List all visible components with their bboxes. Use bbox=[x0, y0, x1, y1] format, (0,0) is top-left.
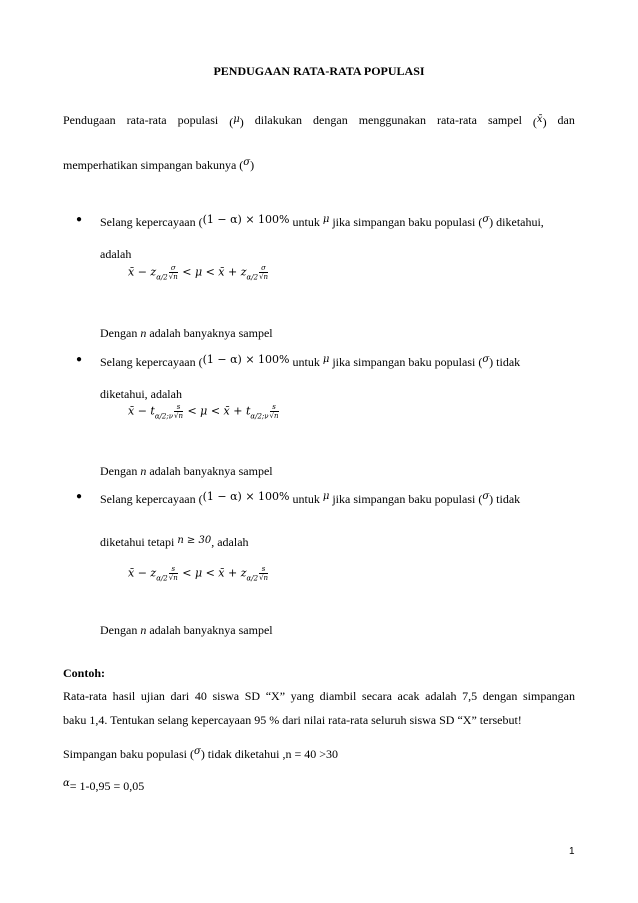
formula-subscript: α/2;ν bbox=[250, 412, 269, 421]
example-line-3-pre: Simpangan baku populasi ( bbox=[63, 747, 194, 761]
bullet-1-line-1 bbox=[100, 213, 576, 229]
note-var: n bbox=[140, 623, 147, 637]
intro-word: rata-rata bbox=[126, 113, 167, 127]
bullet-dot: ● bbox=[76, 354, 83, 365]
bullet-2-prefix: Selang kepercayaan ( bbox=[100, 355, 203, 369]
sigma-symbol: σ bbox=[482, 214, 490, 225]
formula-fraction bbox=[169, 264, 178, 281]
formula-left: x̄ − z bbox=[128, 566, 157, 580]
bullet-2-text: jika simpangan baku populasi ( bbox=[332, 355, 483, 369]
fraction-denominator: √n bbox=[269, 412, 279, 420]
paren-open: ( bbox=[229, 115, 234, 129]
mu-symbol: μ bbox=[233, 114, 240, 125]
page-title: PENDUGAAN RATA-RATA POPULASI bbox=[213, 64, 425, 78]
bullet-3-untuk: untuk bbox=[292, 492, 320, 506]
bullet-1-untuk: untuk bbox=[292, 215, 320, 229]
bullet-3-text: jika simpangan baku populasi ( bbox=[332, 492, 483, 506]
formula-subscript: α/2 bbox=[156, 273, 168, 282]
formula-left: x̄ − t bbox=[128, 404, 155, 418]
bullet-3-expr: (1 − α) × 100% bbox=[202, 490, 290, 503]
bullet-2-end: ) tidak bbox=[489, 355, 521, 369]
bullet-3-formula bbox=[128, 565, 269, 583]
fraction-numerator: s bbox=[169, 565, 178, 574]
intro-word: sampel bbox=[487, 113, 522, 127]
intro-symbol-group bbox=[229, 113, 244, 129]
bullet-3-line-1 bbox=[100, 490, 576, 506]
bullet-1-end: ) diketahui, bbox=[489, 215, 544, 229]
formula-subscript: α/2 bbox=[156, 574, 168, 583]
paren-open: ( bbox=[532, 115, 537, 129]
intro-line-2-text: memperhatikan simpangan bakunya ( bbox=[63, 158, 244, 172]
formula-middle: < μ < x̄ + z bbox=[178, 265, 247, 279]
intro-word: dengan bbox=[313, 113, 348, 127]
mu-symbol: μ bbox=[322, 214, 330, 225]
fraction-denominator: √n bbox=[168, 574, 178, 582]
alpha-symbol: α bbox=[63, 778, 70, 789]
example-line-2: baku 1,4. Tentukan selang kepercayaan 95 % dari nilai rata-rata seluruh siswa SD “X” tersebut! bbox=[63, 713, 522, 727]
formula-middle: < μ < x̄ + t bbox=[183, 404, 251, 418]
bullet-3-end: ) tidak bbox=[489, 492, 521, 506]
intro-line-2 bbox=[63, 156, 254, 172]
example-heading-text: Contoh: bbox=[63, 666, 106, 680]
mu-symbol: μ bbox=[322, 354, 330, 365]
bullet-2-untuk: untuk bbox=[292, 355, 320, 369]
formula-left: x̄ − z bbox=[128, 265, 157, 279]
example-line-4-post: = 1-0,95 = 0,05 bbox=[69, 779, 145, 793]
bullet-3-line-2 bbox=[100, 534, 249, 549]
intro-word: dilakukan bbox=[254, 113, 303, 127]
example-heading bbox=[63, 666, 105, 680]
bullet-dot: ● bbox=[76, 491, 83, 502]
note-post: adalah banyaknya sampel bbox=[146, 326, 273, 340]
sigma-symbol: σ bbox=[482, 354, 490, 365]
example-line-1: Rata-rata hasil ujian dari 40 siswa SD “X” yang diambil secara acak adalah 7,5 dengan simpangan bbox=[63, 689, 575, 703]
line2-post: , adalah bbox=[211, 535, 249, 549]
fraction-numerator: s bbox=[259, 565, 268, 574]
bullet-3-prefix: Selang kepercayaan ( bbox=[100, 492, 203, 506]
example-line-4 bbox=[63, 777, 144, 793]
intro-line-1 bbox=[63, 113, 575, 129]
fraction-denominator: √n bbox=[259, 273, 269, 281]
bullet-2-line-1 bbox=[100, 353, 576, 369]
bullet-1-expr: (1 − α) × 100% bbox=[202, 213, 290, 226]
note-pre: Dengan bbox=[100, 464, 141, 478]
sigma-symbol: σ bbox=[243, 157, 251, 168]
bullet-1-line-2: adalah bbox=[100, 247, 132, 261]
note-var: n bbox=[140, 464, 147, 478]
bullet-2-line-2: diketahui, adalah bbox=[100, 387, 182, 401]
formula-middle: < μ < x̄ + z bbox=[178, 566, 247, 580]
fraction-numerator: σ bbox=[259, 264, 268, 273]
formula-fraction bbox=[169, 565, 178, 582]
fraction-denominator: √n bbox=[174, 412, 183, 420]
sigma-symbol: σ bbox=[482, 491, 490, 502]
n-condition: n ≥ 30 bbox=[177, 535, 212, 546]
note-post: adalah banyaknya sampel bbox=[146, 464, 273, 478]
formula-fraction bbox=[270, 403, 279, 420]
bullet-2-note bbox=[100, 464, 273, 478]
bullet-2-expr: (1 − α) × 100% bbox=[202, 353, 290, 366]
formula-fraction bbox=[174, 403, 183, 420]
page-number: 1 bbox=[569, 846, 575, 857]
formula-subscript: α/2;ν bbox=[154, 412, 173, 421]
intro-symbol-group bbox=[533, 113, 547, 129]
paren-close: ) bbox=[542, 115, 547, 129]
bullet-dot: ● bbox=[76, 214, 83, 225]
note-pre: Dengan bbox=[100, 623, 141, 637]
note-var: n bbox=[140, 326, 147, 340]
note-pre: Dengan bbox=[100, 326, 141, 340]
example-line-3-post: ) tidak diketahui ,n = 40 >30 bbox=[200, 747, 338, 761]
note-post: adalah banyaknya sampel bbox=[146, 623, 273, 637]
mu-symbol: μ bbox=[322, 491, 330, 502]
bullet-3-note bbox=[100, 623, 273, 637]
xbar-symbol: x̄ bbox=[536, 114, 543, 125]
intro-word: Pendugaan bbox=[63, 113, 116, 127]
fraction-numerator: s bbox=[174, 403, 183, 412]
intro-word: dan bbox=[557, 113, 575, 127]
intro-word: menggunakan bbox=[358, 113, 426, 127]
formula-fraction bbox=[259, 565, 268, 582]
formula-subscript: α/2 bbox=[246, 273, 259, 282]
intro-word: populasi bbox=[177, 113, 219, 127]
formula-fraction bbox=[259, 264, 268, 281]
line2-pre: diketahui tetapi bbox=[100, 535, 178, 549]
intro-word: rata-rata bbox=[436, 113, 477, 127]
example-line-3 bbox=[63, 745, 338, 761]
bullet-1-note bbox=[100, 326, 273, 340]
paren-close: ) bbox=[239, 115, 244, 129]
formula-subscript: α/2 bbox=[246, 574, 259, 583]
bullet-2-formula bbox=[128, 403, 280, 421]
intro-line-2-end: ) bbox=[250, 158, 255, 172]
fraction-denominator: √n bbox=[259, 574, 269, 582]
fraction-denominator: √n bbox=[168, 273, 178, 281]
bullet-1-text: jika simpangan baku populasi ( bbox=[332, 215, 483, 229]
bullet-1-prefix: Selang kepercayaan ( bbox=[100, 215, 203, 229]
sigma-symbol: σ bbox=[193, 746, 201, 757]
bullet-1-formula bbox=[128, 264, 269, 282]
fraction-numerator: σ bbox=[169, 264, 178, 273]
fraction-numerator: s bbox=[270, 403, 279, 412]
